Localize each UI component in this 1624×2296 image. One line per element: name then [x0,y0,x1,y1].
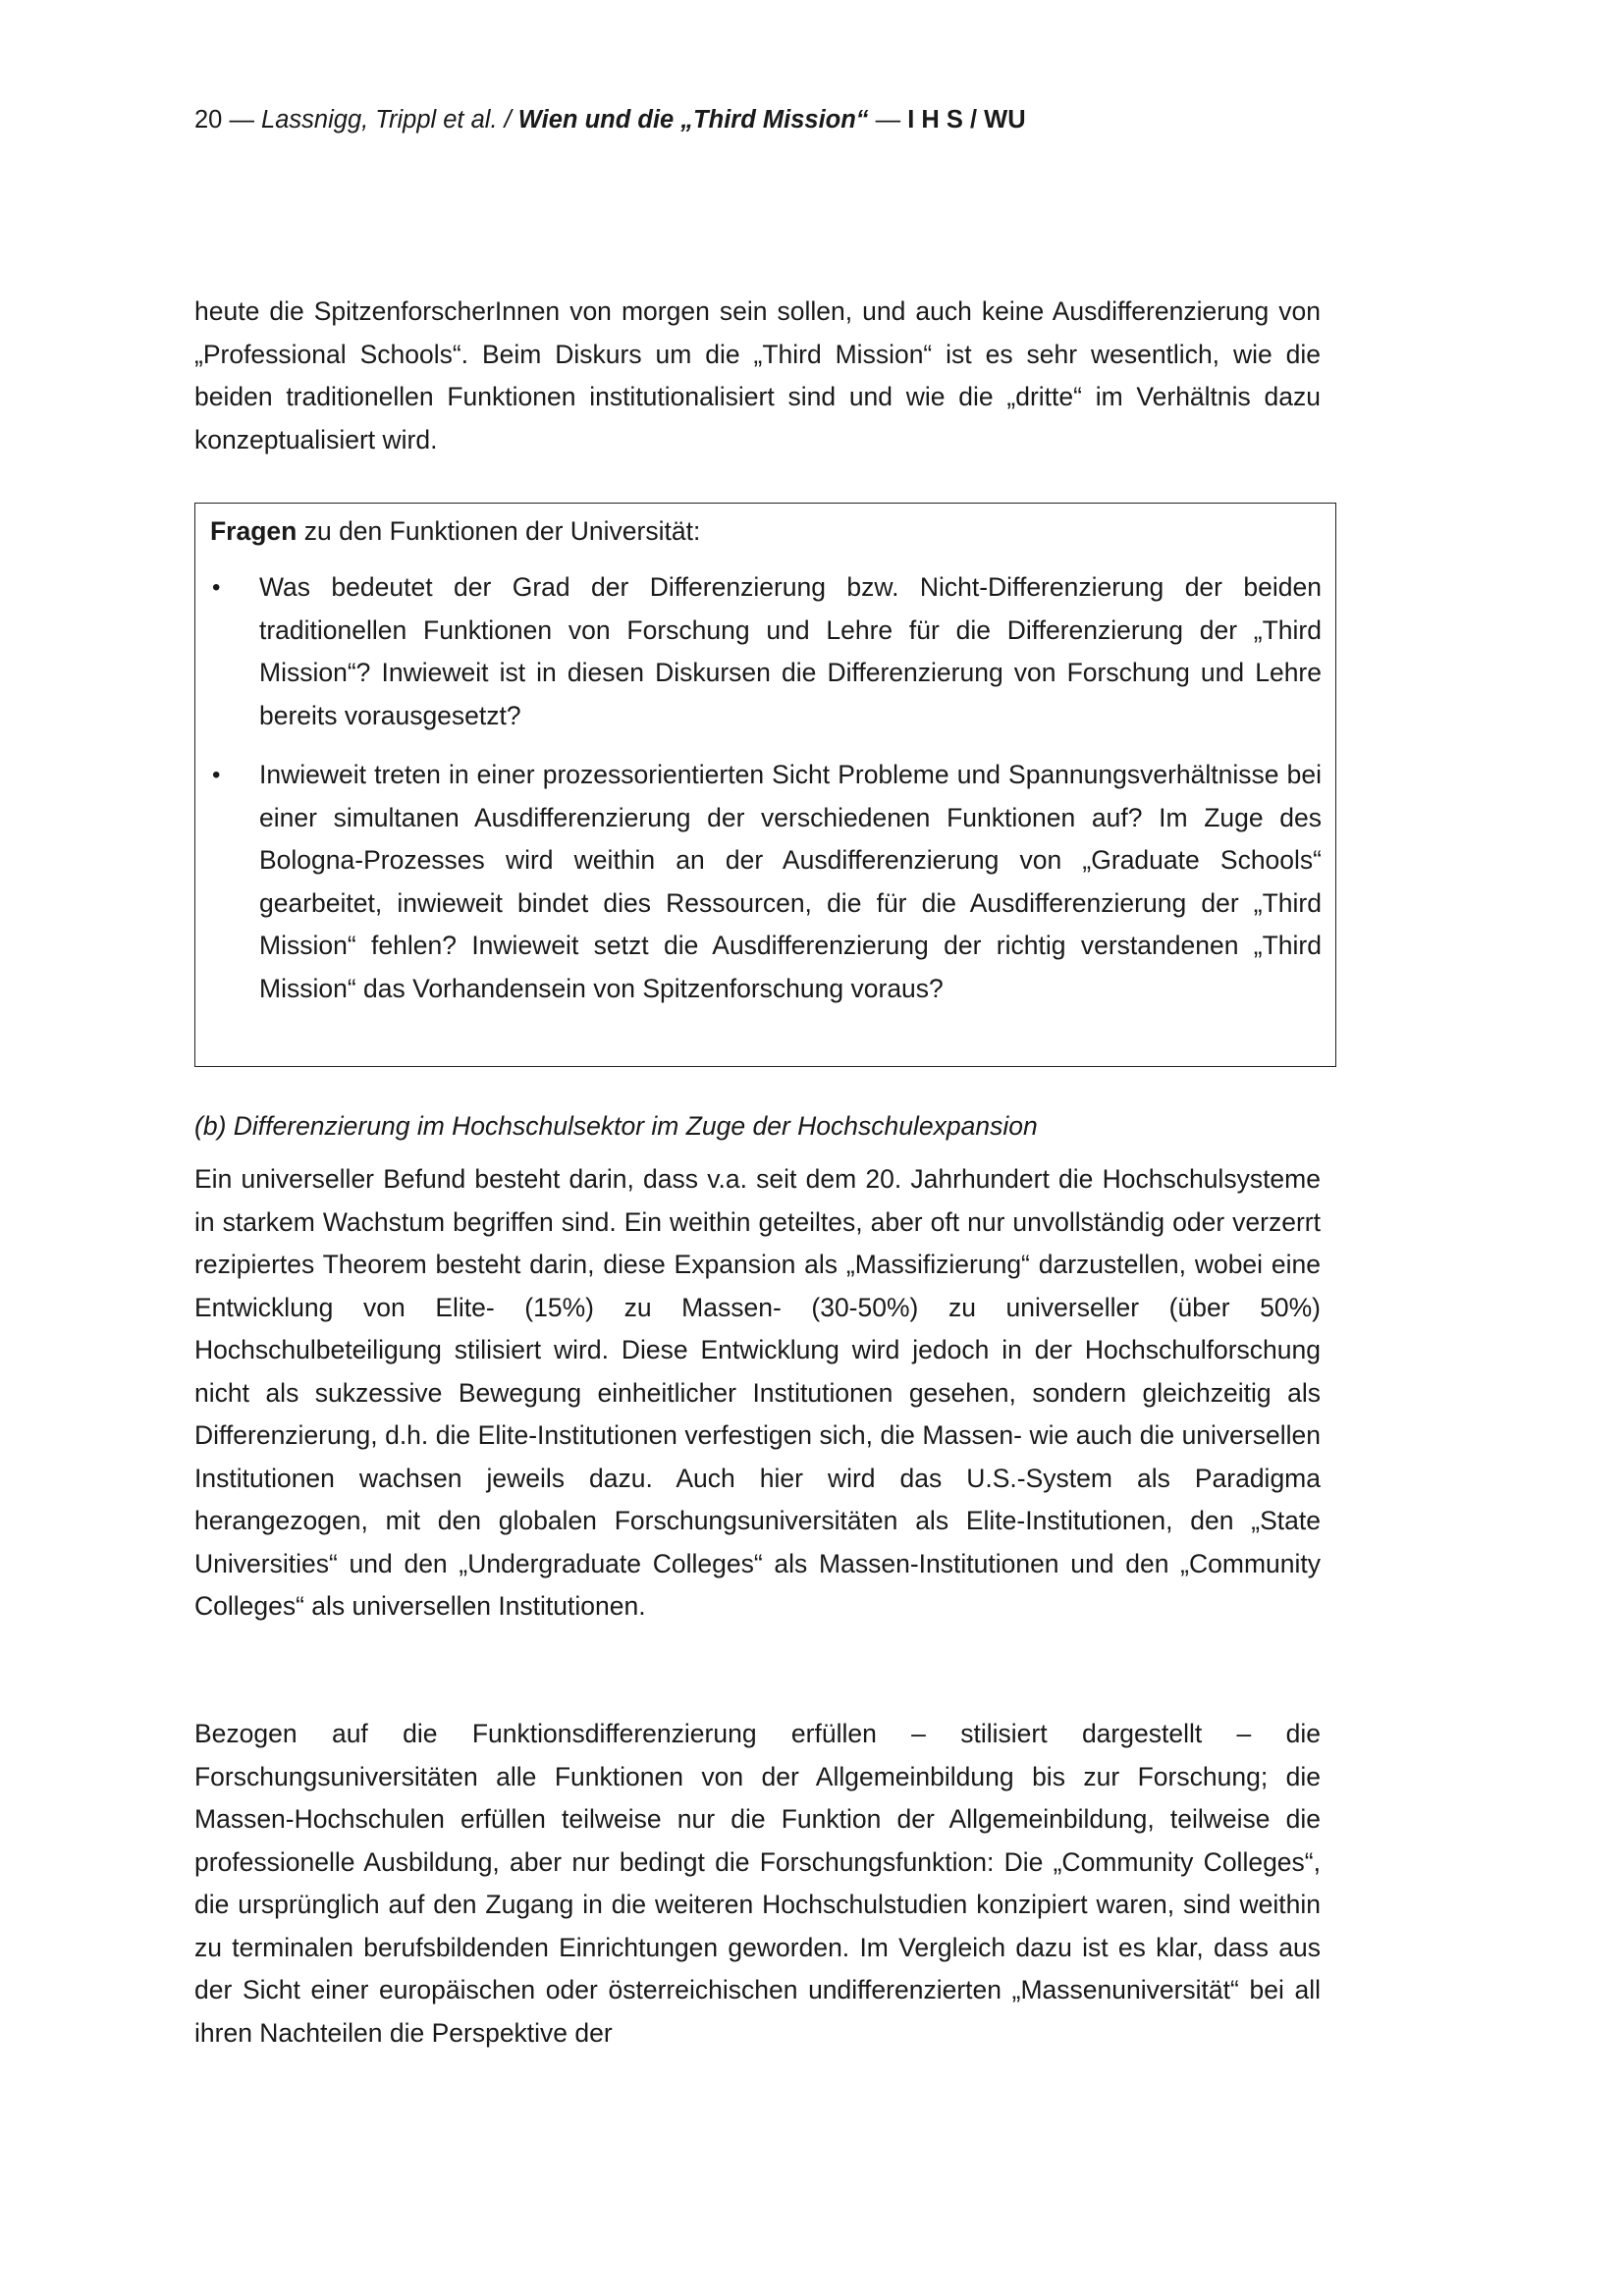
page-number: 20 [194,106,223,133]
questions-box [194,503,1336,1067]
questions-box-title-bold: Fragen [210,516,298,546]
header-authors: Lassnigg, Trippl et al. / [261,106,518,133]
header-dash: — [222,106,262,133]
bullet-icon: • [212,762,221,788]
question-text: Was bedeutet der Grad der Differenzierung bzw. Nicht-Differenzierung der beiden traditionellen Funktionen von Forschung und Lehre für die Differenzierung der „Third Mission“? Inwieweit ist in diesen Diskursen die Differenzierung von Forschung und Lehre bereits vorausgesetzt? [259,572,1322,730]
running-header [194,102,1026,137]
bullet-icon: • [212,574,221,601]
section-heading: (b) Differenzierung im Hochschulsektor im Zuge der Hochschulexpansion [194,1111,1038,1141]
intro-paragraph: heute die SpitzenforscherInnen von morgen sein sollen, und auch keine Ausdifferenzierung von „Professional Schools“. Beim Diskurs um die „Third Mission“ ist es sehr wesentlich, wie die beiden traditionellen Funktionen institutionalisiert sind und wie die „dritte“ im Verhältnis dazu konzeptualisiert wird. [194,296,1321,454]
header-dash: — [868,106,908,133]
questions-box-title-rest: zu den Funktionen der Universität: [297,516,701,546]
questions-box-title [210,511,700,551]
header-institutions: I H S / WU [907,106,1026,133]
body-paragraph: Ein universeller Befund besteht darin, dass v.a. seit dem 20. Jahrhundert die Hochschulsysteme in starkem Wachstum begriffen sind. Ein weithin geteiltes, aber oft nur unvollständig oder verzerrt rezipiertes Theorem besteht darin, diese Expansion als „Massifizierung“ darzustellen, wobei eine Entwicklung von Elite- (15%) zu Massen- (30-50%) zu universeller (über 50%) Hochschulbeteiligung stilisiert wird. Diese Entwicklung wird jedoch in der Hochschulforschung nicht als sukzessive Bewegung einheitlicher Institutionen gesehen, sondern gleichzeitig als Differenzierung, d.h. die Elite-Institutionen verfestigen sich, die Massen- wie auch die universellen Institutionen wachsen jeweils dazu. Auch hier wird das U.S.-System als Paradigma herangezogen, mit den globalen Forschungsuniversitäten als Elite-Institutionen, den „State Universities“ und den „Undergraduate Colleges“ als Massen-Institutionen und den „Community Colleges“ als universellen Institutionen. [194,1164,1321,1621]
header-title: Wien und die „Third Mission“ [517,106,869,133]
body-paragraph: Bezogen auf die Funktionsdifferenzierung erfüllen – stilisiert dargestellt – die Forschungsuniversitäten alle Funktionen von der Allgemeinbildung bis zur Forschung; die Massen-Hochschulen erfüllen teilweise nur die Funktion der Allgemeinbildung, teilweise die professionelle Ausbildung, aber nur bedingt die Forschungsfunktion: Die „Community Colleges“, die ursprünglich auf den Zugang in die weiteren Hochschulstudien konzipiert waren, sind weithin zu terminalen berufsbildenden Einrichtungen geworden. Im Vergleich dazu ist es klar, dass aus der Sicht einer europäischen oder österreichischen undifferenzierten „Massenuniversität“ bei all ihren Nachteilen die Perspektive der [194,1719,1321,2048]
question-text: Inwieweit treten in einer prozessorientierten Sicht Probleme und Spannungsverhältnisse bei einer simultanen Ausdifferenzierung der verschiedenen Funktionen auf? Im Zuge des Bologna-Prozesses wird weithin an der Ausdifferenzierung von „Graduate Schools“ gearbeitet, inwieweit bindet dies Ressourcen, die für die Ausdifferenzierung der „Third Mission“ fehlen? Inwieweit setzt die Ausdifferenzierung der richtig verstandenen „Third Mission“ das Vorhandensein von Spitzenforschung voraus? [259,760,1322,1003]
